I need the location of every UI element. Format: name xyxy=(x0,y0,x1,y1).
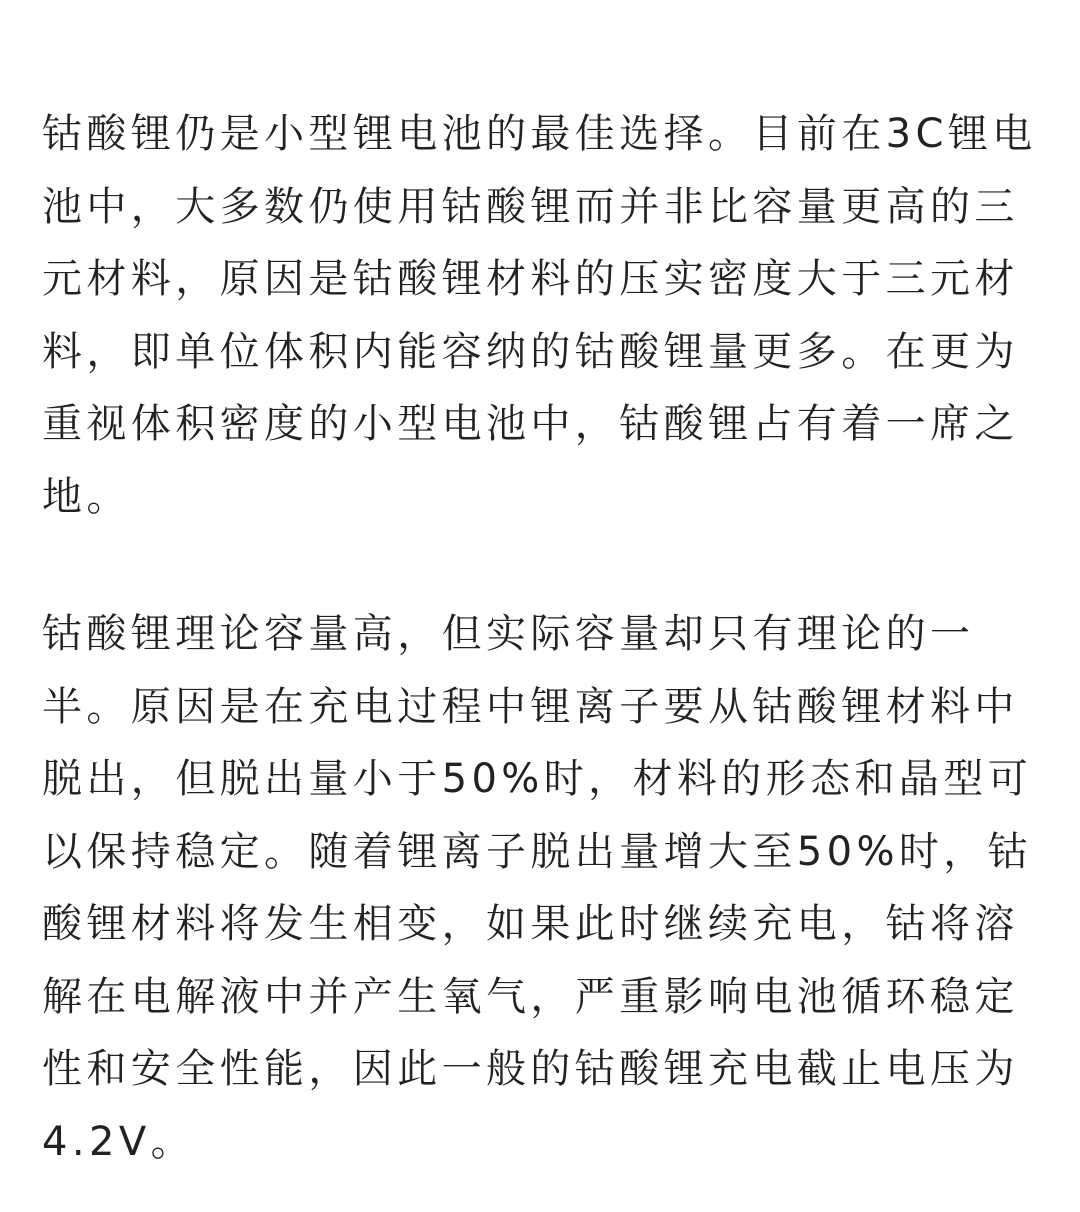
paragraph-line: 解在电解液中并产生氧气，严重影响电池循环稳定 xyxy=(42,973,1019,1020)
paragraph-line: 池中，大多数仍使用钴酸锂而并非比容量更高的三 xyxy=(42,183,1019,230)
paragraph-line: 钴酸锂理论容量高，但实际容量却只有理论的一 xyxy=(42,611,975,657)
paragraph-line: 重视体积密度的小型电池中，钴酸锂占有着一席之 xyxy=(42,401,1019,447)
paragraph-line: 4.2V。 xyxy=(42,1118,195,1165)
paragraph-line: 脱出，但脱出量小于50%时，材料的形态和晶型可 xyxy=(42,756,1033,802)
paragraph-capacity-explanation xyxy=(42,598,1038,1178)
paragraph-line: 酸锂材料将发生相变，如果此时继续充电，钴将溶 xyxy=(42,901,1019,947)
paragraph-line: 地。 xyxy=(42,473,131,520)
paragraph-line: 钴酸锂仍是小型锂电池的最佳选择。目前在3C锂电 xyxy=(42,111,1037,157)
paragraph-line: 半。原因是在充电过程中锂离子要从钴酸锂材料中 xyxy=(42,683,1019,730)
paragraph-line: 以保持稳定。随着锂离子脱出量增大至50%时，钴 xyxy=(42,828,1033,875)
paragraph-line: 性和安全性能，因此一般的钴酸锂充电截止电压为 xyxy=(42,1046,1019,1092)
paragraph-line: 料，即单位体积内能容纳的钴酸锂量更多。在更为 xyxy=(42,328,1019,375)
paragraph-lithium-cobalt-oxide-choice xyxy=(42,98,1038,533)
paragraph-line: 元材料，原因是钴酸锂材料的压实密度大于三元材 xyxy=(42,256,1019,302)
